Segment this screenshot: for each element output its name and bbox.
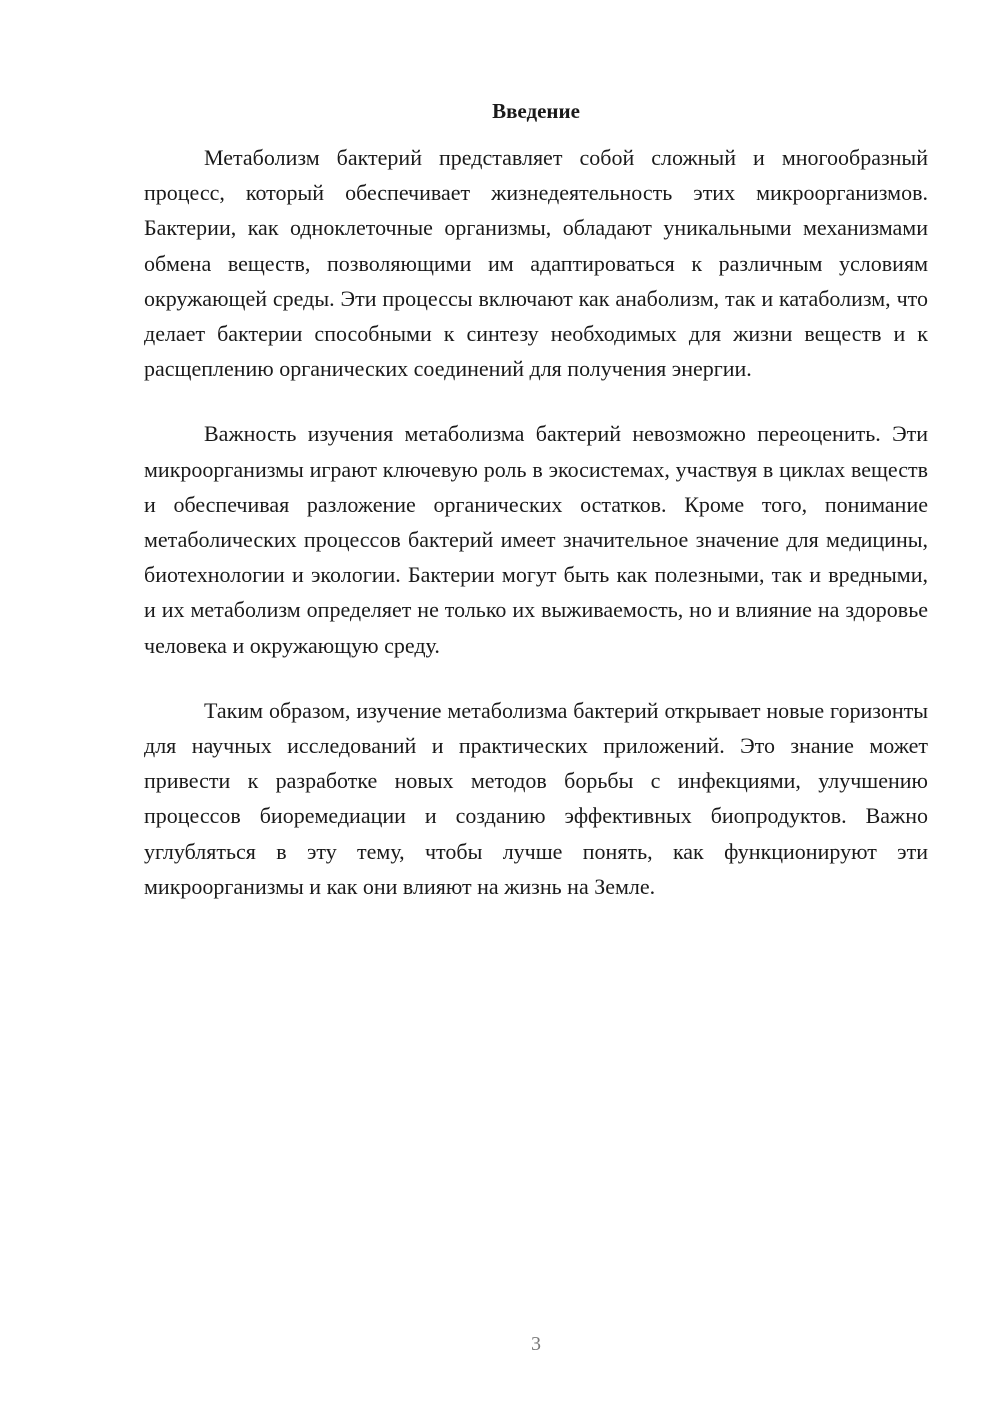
paragraph-2: Важность изучения метаболизма бактерий невозможно переоценить. Эти микроорганизмы играют ключевую роль в экосистемах, участвуя в циклах веществ и обеспечивая разложение органических остатков. Кроме того, понимание метаболических процессов бактерий имеет значительное значение для медицины, биотехнологии и экологии. Бактерии могут быть как полезными, так и вредными, и их метаболизм определяет не только их выживаемость, но и влияние на здоровье человека и окружающую среду.: [144, 421, 928, 658]
page-content: [144, 96, 928, 934]
section-heading: Введение: [492, 99, 580, 123]
paragraph-3: Таким образом, изучение метаболизма бактерий открывает новые горизонты для научных исследований и практических приложений. Это знание может привести к разработке новых методов борьбы с инфекциями, улучшению процессов биоремедиации и созданию эффективных биопродуктов. Важно углубляться в эту тему, чтобы лучше понять, как функционируют эти микроорганизмы и как они влияют на жизнь на Земле.: [144, 697, 928, 899]
page-number: 3: [531, 1333, 541, 1355]
paragraph-1: Метаболизм бактерий представляет собой сложный и многообразный процесс, который обеспечивает жизнедеятельность этих микроорганизмов. Бактерии, как одноклеточные организмы, обладают уникальными механизмами обмена веществ, позволяющими им адаптироваться к различным условиям окружающей среды. Эти процессы включают как анаболизм, так и катаболизм, что делает бактерии способными к синтезу необходимых для жизни веществ и к расщеплению органических соединений для получения энергии.: [144, 145, 928, 382]
